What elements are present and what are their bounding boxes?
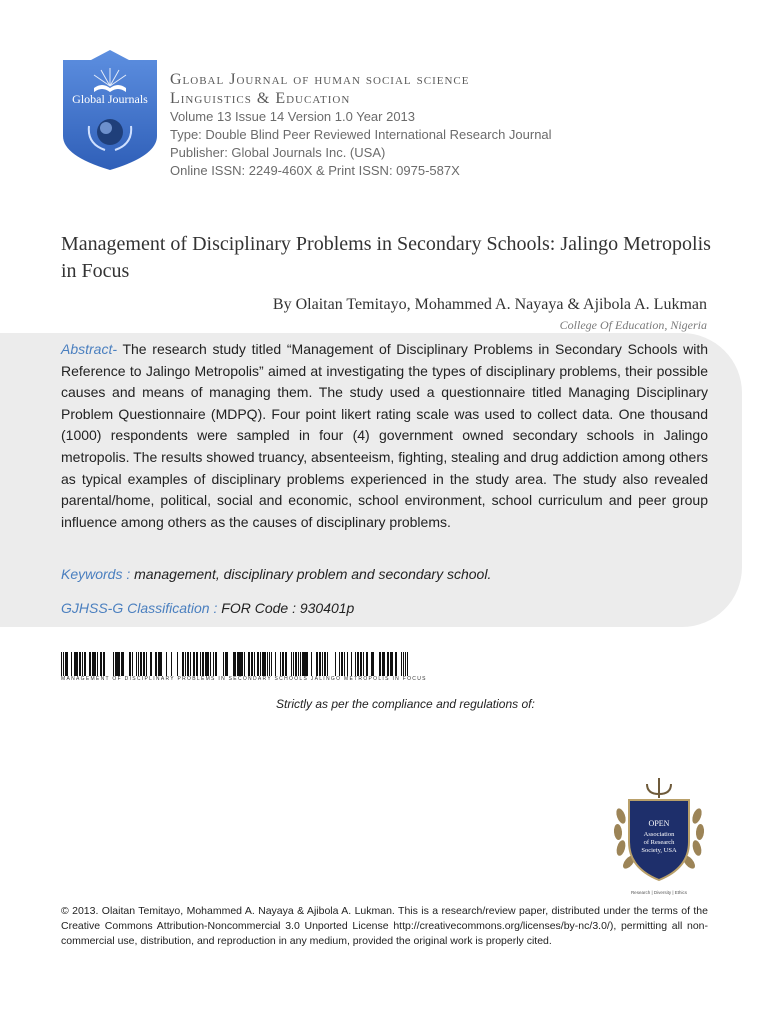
barcode-bar [248,652,250,676]
barcode-bar [257,652,259,676]
barcode-bar [316,652,318,676]
barcode-bar [118,652,119,676]
barcode-bar [306,652,307,676]
barcode-bar [390,652,392,676]
barcode-bar [383,652,385,676]
barcode-bar [363,652,364,676]
barcode-bar [159,652,160,676]
barcode-bar [75,652,76,676]
barcode-bar [262,652,263,676]
barcode-bar [129,652,131,676]
barcode-bar [146,652,147,676]
paper-title: Management of Disciplinary Problems in Secondary Schools: Jalingo Metropolis in Focus [61,233,711,282]
volume-info: Volume 13 Issue 14 Version 1.0 Year 2013 [170,109,416,124]
barcode-bar [61,652,62,676]
barcode-bar [307,652,308,676]
seal-line2: Association [643,831,675,838]
abstract-text: The research study titled “Management of Disciplinary Problems in Secondary Schools with Reference to Jalingo Metropolis” aimed at investigating the types of disciplinary problems, their possible causes and means of managing them. The study used a questionnaire titled Managing Disciplinary Problem Questionnaire (MDPQ). Four point likert rating scale was used to collect data. One thousand (1000) respondents were sampled in four (4) government owned secondary schools in Jalingo metropolis. The results showed truancy, absenteeism, fighting, stealing and drug addiction among others as typical examples of disciplinary problems experienced in the study area. The study also revealed parental/home, political, social and economic, school environment, school curriculum and peer group influence among others as the causes of disciplinary problems. [61,341,709,530]
open-association-seal [607,776,711,898]
compliance-note: Strictly as per the compliance and regulations of: [276,697,535,711]
barcode-bar [141,652,142,676]
barcode-bar [213,652,214,676]
journal-type: Type: Double Blind Peer Reviewed International Research Journal [170,127,552,142]
barcode-bar [182,652,184,676]
barcode-bar [234,652,236,676]
barcode-bar [74,652,75,676]
barcode-bar [296,652,297,676]
barcode-bar [237,652,238,676]
seal-ribbon: Research | Diversity | Ethics [630,890,688,895]
barcode-bar [185,652,186,676]
barcode-bar [158,652,159,676]
barcode-bar [335,652,336,676]
barcode-bar [382,652,383,676]
barcode-bar [392,652,393,676]
barcode-bar [65,652,66,676]
barcode-bar [361,652,362,676]
barcode-bar [254,652,255,676]
barcode-bar [241,652,243,676]
barcode-bar [215,652,216,676]
barcode-bar [360,652,361,676]
barcode-bar [92,652,94,676]
barcode-bar [355,652,356,676]
abstract [61,339,708,533]
barcode-bar [103,652,104,676]
barcode-text: MANAGEMENT OF DISCIPLINARY PROBLEMS IN SECONDARY SCHOOLS JALINGO METROPOLIS IN FOCUS [61,676,427,682]
barcode-bar [366,652,368,676]
barcode-bar [223,652,224,676]
barcode-bar [291,652,292,676]
barcode-bar [403,652,404,676]
barcode-bar [196,652,198,676]
barcode-bar [100,652,102,676]
barcode-bar [187,652,189,676]
barcode-bar [371,652,372,676]
classification-label: GJHSS-G Classification : [61,600,218,616]
barcode-bar [82,652,83,676]
barcode-bar [357,652,359,676]
barcode-bar [322,652,323,676]
barcode-bar [200,652,201,676]
global-journals-logo [61,48,159,172]
copyright-footer: © 2013. Olaitan Temitayo, Mohammed A. Nayaya & Ajibola A. Lukman. This is a research/review paper, distributed under the terms of the Creative Commons Attribution-Noncommercial 3.0 Unported License http://creativecommons.org/licenses/by-nc/3.0/), permitting all non-commercial use, distribution, and reproduction in any medium, provided the original work is properly cited. [61,905,708,947]
barcode-bar [177,652,178,676]
barcode-bar [122,652,124,676]
barcode-bar [76,652,78,676]
keywords-text: management, disciplinary problem and secondary school. [134,566,492,582]
barcode-bar [190,652,191,676]
barcode-bar [267,652,268,676]
barcode-bar [300,652,301,676]
barcode-bar [150,652,152,676]
barcode-bar [119,652,120,676]
barcode-bar [193,652,195,676]
barcode-bar [324,652,326,676]
barcode-bar [319,652,321,676]
barcode-bar [171,652,172,676]
authors: By Olaitan Temitayo, Mohammed A. Nayaya & Ajibola A. Lukman [272,296,707,313]
barcode [61,652,411,676]
barcode-bar [97,652,98,676]
barcode-bar [327,652,328,676]
barcode-bar [84,652,86,676]
barcode-bar [113,652,114,676]
barcode-bar [244,652,245,676]
barcode-bar [115,652,116,676]
barcode-bar [156,652,157,676]
seal-line1: OPEN [648,819,670,828]
barcode-bar [344,652,345,676]
barcode-bar [269,652,270,676]
barcode-bar [121,652,122,676]
barcode-bar [372,652,374,676]
affiliation: College Of Education, Nigeria [559,318,707,332]
barcode-bar [116,652,118,676]
barcode-bar [138,652,139,676]
barcode-bar [136,652,137,676]
barcode-bar [239,652,241,676]
keywords [61,566,708,582]
barcode-bar [155,652,156,676]
barcode-bar [203,652,204,676]
barcode-bar [216,652,217,676]
barcode-bar [238,652,239,676]
journal-meta [170,108,552,180]
barcode-bar [401,652,402,676]
barcode-bar [63,652,64,676]
barcode-bar [311,652,312,676]
journal-name-line2: Linguistics & Education [170,90,351,107]
journal-name [170,70,469,108]
barcode-bar [132,652,133,676]
barcode-bar [160,652,162,676]
barcode-bar [282,652,284,676]
seal-line3: of Research [643,839,675,846]
barcode-bar [89,652,91,676]
barcode-bar [263,652,264,676]
issn: Online ISSN: 2249-460X & Print ISSN: 0975-587X [170,163,460,178]
barcode-bar [407,652,408,676]
barcode-bar [387,652,389,676]
barcode-bar [202,652,203,676]
classification-text: FOR Code : 930401p [221,600,355,616]
barcode-bar [66,652,68,676]
barcode-bar [227,652,228,676]
journal-name-line1: Global Journal of human social science [170,71,470,88]
barcode-bar [79,652,81,676]
logo-text: Global Journals [72,92,148,106]
barcode-bar [303,652,304,676]
barcode-bar [351,652,352,676]
barcode-bar [379,652,381,676]
publisher: Publisher: Global Journals Inc. (USA) [170,145,386,160]
barcode-bar [166,652,167,676]
abstract-label: Abstract- [61,341,118,357]
barcode-bar [94,652,96,676]
barcode-bar [225,652,227,676]
barcode-bar [302,652,303,676]
barcode-bar [104,652,105,676]
barcode-bar [342,652,343,676]
barcode-bar [233,652,234,676]
barcode-bar [260,652,261,676]
barcode-bar [293,652,294,676]
barcode-bar [205,652,207,676]
barcode-bar [207,652,209,676]
barcode-bar [285,652,287,676]
barcode-bar [280,652,281,676]
barcode-bar [271,652,272,676]
barcode-bar [71,652,72,676]
barcode-bar [264,652,266,676]
barcode-bar [405,652,406,676]
keywords-label: Keywords : [61,566,131,582]
barcode-bar [339,652,340,676]
barcode-bar [275,652,276,676]
barcode-bar [341,652,342,676]
barcode-bar [140,652,141,676]
classification [61,600,708,616]
barcode-bar [298,652,299,676]
barcode-bar [304,652,306,676]
barcode-bar [210,652,211,676]
barcode-bar [251,652,253,676]
seal-line4: Society, USA [641,847,677,854]
barcode-bar [347,652,348,676]
barcode-bar [395,652,397,676]
barcode-bar [143,652,145,676]
barcode-bar [295,652,296,676]
